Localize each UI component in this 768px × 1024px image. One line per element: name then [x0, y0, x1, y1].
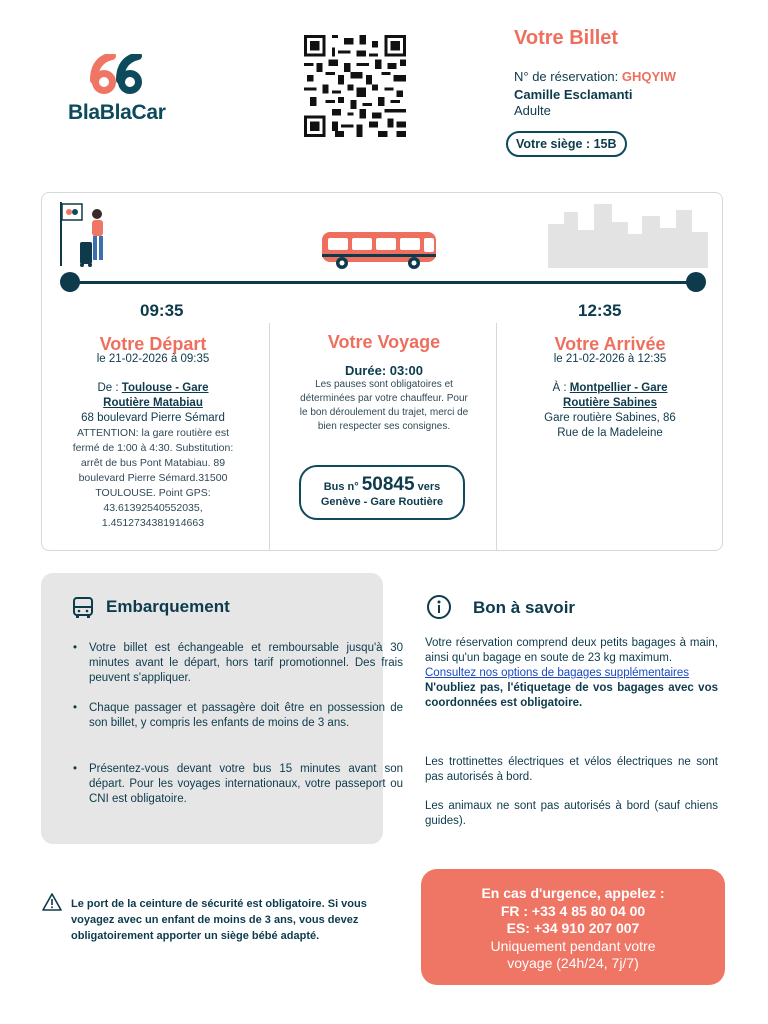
bus-info-badge — [299, 465, 465, 520]
journey-column — [294, 332, 474, 434]
luggage-text: Votre réservation comprend deux petits bagages à main, ainsi qu'un bagage en soute de 23 kg maximum. — [425, 637, 718, 664]
reservation-code: GHQYIW — [621, 69, 676, 84]
emergency-box — [421, 869, 725, 985]
reservation-line — [514, 69, 676, 84]
qr-code — [302, 35, 408, 137]
traveler-bus-stop-icon — [58, 198, 118, 268]
departure-time: 09:35 — [140, 301, 184, 320]
bus-number: 50845 — [361, 474, 415, 495]
brand-name: BlaBlaCar — [68, 101, 166, 124]
emergency-title: En cas d'urgence, appelez : — [481, 885, 665, 901]
boarding-panel — [41, 573, 403, 844]
city-skyline-icon — [548, 204, 708, 268]
scooter-info: Les trottinettes électriques et vélos électriques ne sont pas autorisés à bord. — [425, 756, 718, 783]
info-icon — [426, 594, 452, 620]
arrival-station-line2[interactable]: Routière Sabines — [563, 397, 657, 409]
departure-station-line2[interactable]: Routière Matabiau — [103, 397, 203, 409]
seatbelt-warning: Le port de la ceinture de sécurité est obligatoire. Si vous voyagez avec un enfant de moins de 3 ans, vous devez obligatoirement apporter un siège bébé adapté. — [71, 898, 367, 942]
luggage-options-link[interactable]: Consultez nos options de bagages supplémentaires — [425, 667, 690, 679]
arrival-date: le 21-02-2026 à 12:35 — [553, 353, 667, 365]
bus-to-label: vers — [417, 481, 441, 493]
arrival-station-line1[interactable]: Montpellier - Gare — [569, 382, 668, 394]
list-item: • Votre billet est échangeable et remboursable jusqu'à 30 minutes avant le départ, hors tarif promotionnel. Des frais peuvent s'appliquer. — [73, 642, 403, 684]
departure-note: ATTENTION: la gare routière est fermé de 1:00 à 4:30. Substitution: arrêt de bus Pont Matabiau. 89 boulevard Pierre Sémard.31500 TOULOUSE. Point GPS: 43.61392540552035, 1.4512734381914663 — [72, 427, 234, 529]
emergency-phone-fr[interactable]: FR : +33 4 85 80 04 00 — [500, 902, 646, 919]
departure-station-line1[interactable]: Toulouse - Gare — [121, 382, 209, 394]
departure-dot — [60, 272, 80, 292]
emergency-phone-es[interactable]: ES: +34 910 207 007 — [506, 920, 640, 936]
warning-icon — [42, 893, 62, 911]
seat-badge: Votre siège : 15B — [506, 131, 627, 157]
arrival-column — [520, 334, 700, 441]
route-line — [70, 281, 698, 284]
arrival-heading: Votre Arrivée — [554, 334, 666, 354]
reservation-label: N° de réservation: — [514, 69, 619, 84]
departure-heading: Votre Départ — [99, 334, 207, 354]
arrival-address-line2: Rue de la Madeleine — [557, 427, 663, 439]
arrival-dot — [686, 272, 706, 292]
bus-illustration-icon — [320, 228, 440, 270]
departure-address: 68 boulevard Pierre Sémard — [81, 412, 225, 424]
arrival-time: 12:35 — [578, 301, 622, 320]
departure-station — [64, 381, 242, 396]
to-label: À : — [552, 382, 567, 394]
journey-note: Les pauses sont obligatoires et déterminées par votre chauffeur. Pour le bon déroulement du trajet, merci de bien respecter ses consignes. — [299, 379, 469, 432]
bus-icon — [71, 596, 95, 620]
journey-duration: Durée: 03:00 — [344, 363, 424, 378]
animals-info: Les animaux ne sont pas autorisés à bord (sauf chiens guides). — [425, 800, 718, 827]
boarding-title: Embarquement — [106, 597, 230, 616]
arrival-address-line1: Gare routière Sabines, 86 — [544, 412, 676, 424]
ticket-title: Votre Billet — [514, 27, 619, 49]
list-item: • Chaque passager et passagère doit être en possession de son billet, y compris les enfants de moins de 3 ans. — [73, 702, 403, 729]
departure-date: le 21-02-2026 à 09:35 — [96, 353, 210, 365]
blablacar-logo-icon — [90, 54, 146, 96]
list-item: • Présentez-vous devant votre bus 15 minutes avant son départ. Pour les voyages internationaux, votre passeport ou CNI est obligatoire. — [73, 763, 403, 805]
passenger-name: Camille Esclamanti — [514, 87, 633, 102]
passenger-type: Adulte — [514, 103, 551, 118]
departure-column — [64, 334, 242, 531]
bus-label: Bus n° — [323, 481, 359, 493]
luggage-label-note: N'oubliez pas, l'étiquetage de vos bagages avec vos coordonnées est obligatoire. — [425, 682, 718, 709]
luggage-info — [425, 636, 718, 711]
journey-heading: Votre Voyage — [327, 332, 441, 352]
arrival-station — [520, 381, 700, 396]
bullet-icon: • — [73, 702, 78, 714]
column-divider — [269, 323, 270, 551]
bus-destination: Genève - Gare Routière — [320, 496, 444, 508]
column-divider — [496, 323, 497, 551]
bullet-icon: • — [73, 763, 78, 775]
emergency-note: Uniquement pendant votre voyage (24h/24, 7j/7) — [490, 937, 656, 971]
good-to-know-title: Bon à savoir — [473, 598, 576, 617]
from-label: De : — [97, 382, 119, 394]
bullet-icon: • — [73, 642, 78, 654]
